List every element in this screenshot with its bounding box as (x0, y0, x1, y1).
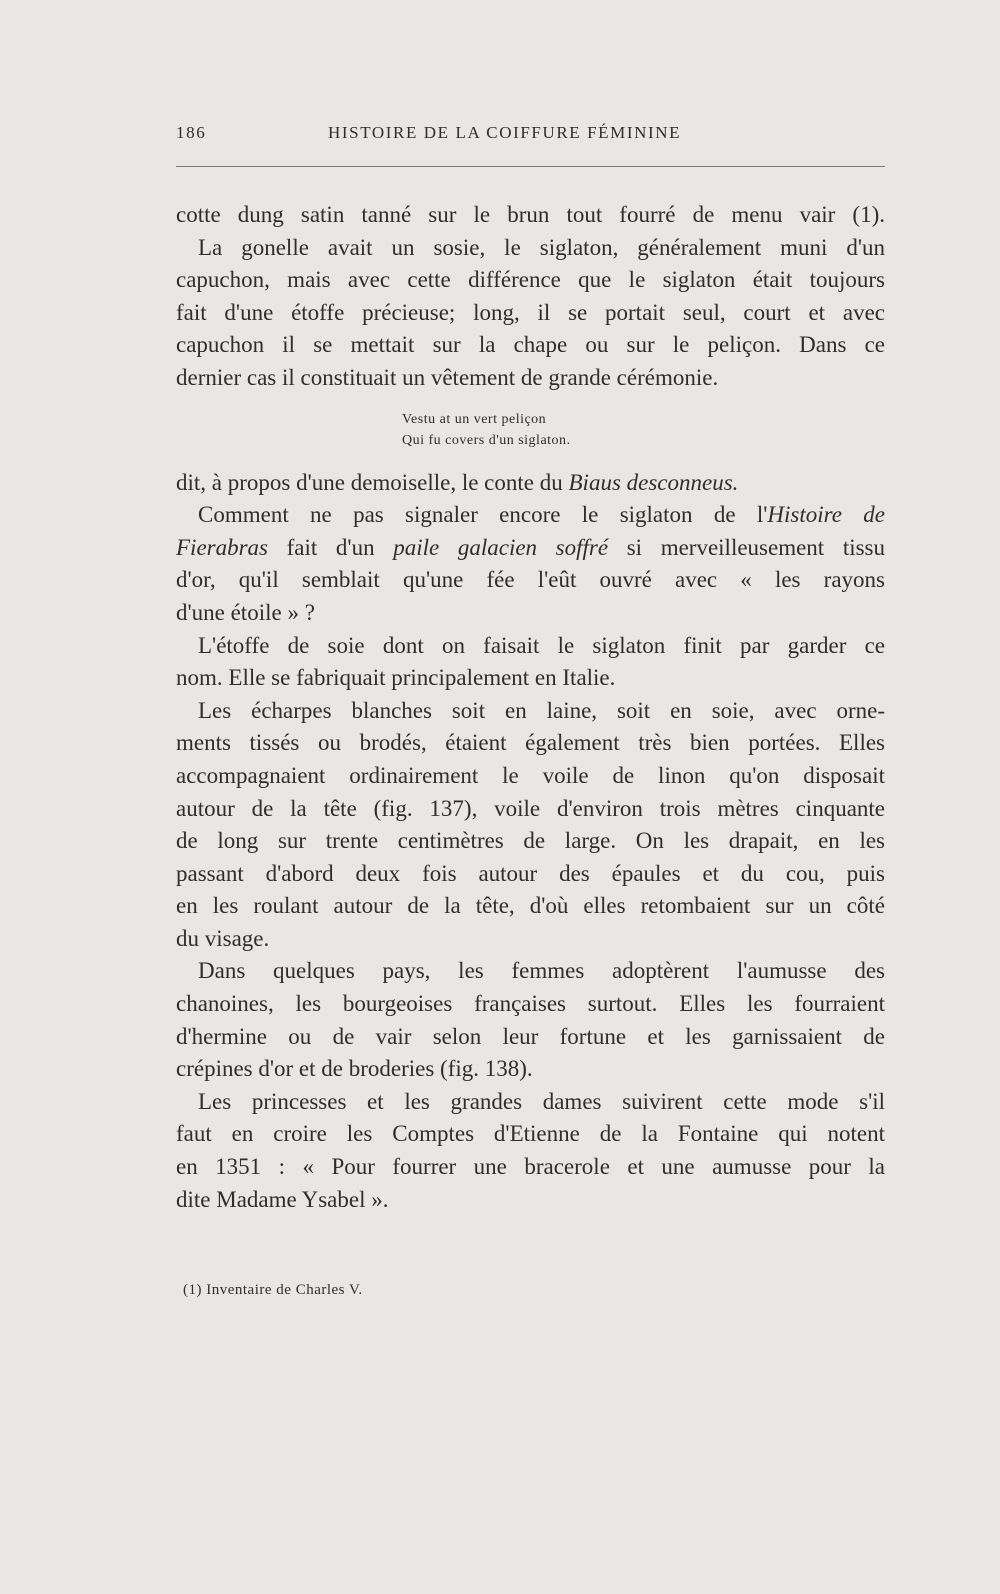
text-line: accompagnaient ordinairement le voile de linon qu'on disposait (176, 762, 885, 788)
text-run: Comment ne pas signaler encore le siglaton de l' (198, 502, 768, 528)
text-line: Les écharpes blanches soit en laine, soit en soie, avec orne- (198, 697, 885, 723)
text-line: capuchon, mais avec cette différence que le siglaton était toujours (176, 267, 885, 293)
text-line: ments tissés ou brodés, étaient également très bien portées. Elles (176, 730, 885, 756)
text-line (176, 499, 885, 532)
text-line: du visage. (176, 925, 270, 951)
italic-title: Fierabras (176, 534, 268, 560)
running-title: HISTOIRE DE LA COIFFURE FÉMININE (328, 123, 682, 142)
italic-title: Histoire de (767, 502, 885, 528)
text-run: si merveilleusement tissu (608, 534, 886, 560)
italic-phrase: paile galacien soffré (393, 534, 609, 560)
footnote: (1) Inventaire de Charles V. (183, 1282, 363, 1298)
text-line: fait d'une étoffe précieuse; long, il se portait seul, court et avec (176, 299, 885, 325)
text-line: passant d'abord deux fois autour des épaules et du cou, puis (176, 860, 885, 886)
verse-line: Qui fu covers d'un siglaton. (402, 432, 571, 448)
text-line: Les princesses et les grandes dames suivirent cette mode s'il (198, 1088, 885, 1114)
text-line: La gonelle avait un sosie, le siglaton, généralement muni d'un (198, 234, 885, 260)
text-line: cotte dung satin tanné sur le brun tout fourré de menu vair (1). (176, 202, 885, 227)
verse-line: Vestu at un vert peliçon (402, 411, 547, 427)
text-line: faut en croire les Comptes d'Etienne de la Fontaine qui notent (176, 1121, 885, 1147)
text-line: capuchon il se mettait sur la chape ou sur le peliçon. Dans ce (176, 332, 885, 358)
text-line: d'une étoile » ? (176, 599, 315, 625)
page-number: 186 (176, 123, 207, 142)
text-line: en 1351 : « Pour fourrer une bracerole et une aumusse pour la (176, 1154, 885, 1180)
text-line: Dans quelques pays, les femmes adoptèrent l'aumusse des (198, 958, 885, 984)
text-line: chanoines, les bourgeoises françaises surtout. Elles les fourraient (176, 991, 885, 1017)
text-line: en les roulant autour de la tête, d'où elles retombaient sur un côté (176, 893, 885, 919)
text-line: crépines d'or et de broderies (fig. 138). (176, 1056, 533, 1082)
text-line: d'hermine ou de vair selon leur fortune et les garnissaient de (176, 1023, 885, 1049)
text-line: autour de la tête (fig. 137), voile d'environ trois mètres cinquante (176, 795, 885, 821)
italic-title: Biaus desconneus. (568, 469, 739, 495)
text-line: nom. Elle se fabriquait principalement en Italie. (176, 665, 616, 691)
text-run: fait d'un (268, 534, 394, 560)
main-text (176, 199, 885, 1216)
text-line (176, 467, 885, 500)
text-line: dernier cas il constituait un vêtement de grande cérémonie. (176, 364, 719, 390)
text-line: de long sur trente centimètres de large. On les drapait, en les (176, 828, 885, 854)
text-line (176, 532, 885, 565)
text-line: d'or, qu'il semblait qu'une fée l'eût ouvré avec « les rayons (176, 567, 885, 593)
text-line: L'étoffe de soie dont on faisait le siglaton finit par garder ce (198, 632, 885, 658)
verse-quote (402, 409, 885, 451)
text-line: dite Madame Ysabel ». (176, 1186, 389, 1212)
text-run: dit, à propos d'une demoiselle, le conte du (176, 469, 569, 495)
header-rule (176, 166, 885, 167)
